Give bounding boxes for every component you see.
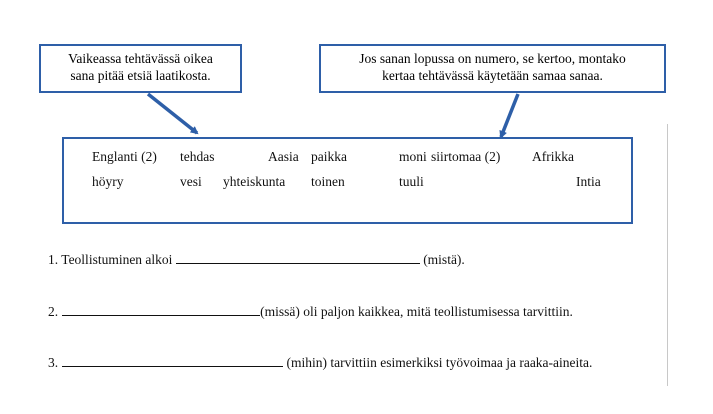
question-1 bbox=[48, 251, 465, 268]
question-text-after: (mistä). bbox=[423, 252, 465, 267]
hint-callout-line: kertaa tehtävässä käytetään samaa sanaa. bbox=[382, 68, 603, 83]
question-text-after: (missä) oli paljon kaikkea, mitä teollistumisessa tarvittiin. bbox=[260, 304, 573, 319]
word-item: vesi bbox=[180, 174, 202, 189]
hint-callout-line: Vaikeassa tehtävässä oikea bbox=[68, 51, 213, 66]
arrow-right bbox=[501, 94, 518, 137]
word-item: höyry bbox=[92, 174, 124, 189]
word-item: Afrikka bbox=[532, 149, 574, 164]
page-margin-line bbox=[667, 124, 668, 386]
word-item: yhteiskunta bbox=[223, 174, 286, 189]
arrow-left bbox=[148, 94, 197, 133]
question-number: 2. bbox=[48, 304, 59, 319]
word-item: Intia bbox=[576, 174, 601, 189]
hint-callout-line: sana pitää etsiä laatikosta. bbox=[70, 68, 211, 83]
word-item: moni bbox=[399, 149, 427, 164]
word-item: siirtomaa (2) bbox=[431, 149, 501, 164]
hint-callout-line: Jos sanan lopussa on numero, se kertoo, montako bbox=[359, 51, 626, 66]
question-text-after: (mihin) tarvittiin esimerkiksi työvoimaa ja raaka-aineita. bbox=[286, 355, 593, 370]
word-item: toinen bbox=[311, 174, 345, 189]
word-item: Aasia bbox=[268, 149, 299, 164]
word-item: paikka bbox=[311, 149, 347, 164]
word-item: Englanti (2) bbox=[92, 149, 157, 164]
question-3 bbox=[48, 354, 592, 371]
hint-callout-word-box bbox=[39, 44, 242, 93]
answer-blank-2[interactable] bbox=[62, 303, 260, 316]
question-number: 3. bbox=[48, 355, 59, 370]
answer-blank-3[interactable] bbox=[62, 354, 283, 367]
word-item: tehdas bbox=[180, 149, 215, 164]
question-2 bbox=[48, 303, 573, 320]
question-text-before: Teollistuminen alkoi bbox=[61, 252, 173, 267]
hint-callout-number bbox=[319, 44, 666, 93]
question-number: 1. bbox=[48, 252, 59, 267]
word-item: tuuli bbox=[399, 174, 424, 189]
answer-blank-1[interactable] bbox=[176, 251, 420, 264]
